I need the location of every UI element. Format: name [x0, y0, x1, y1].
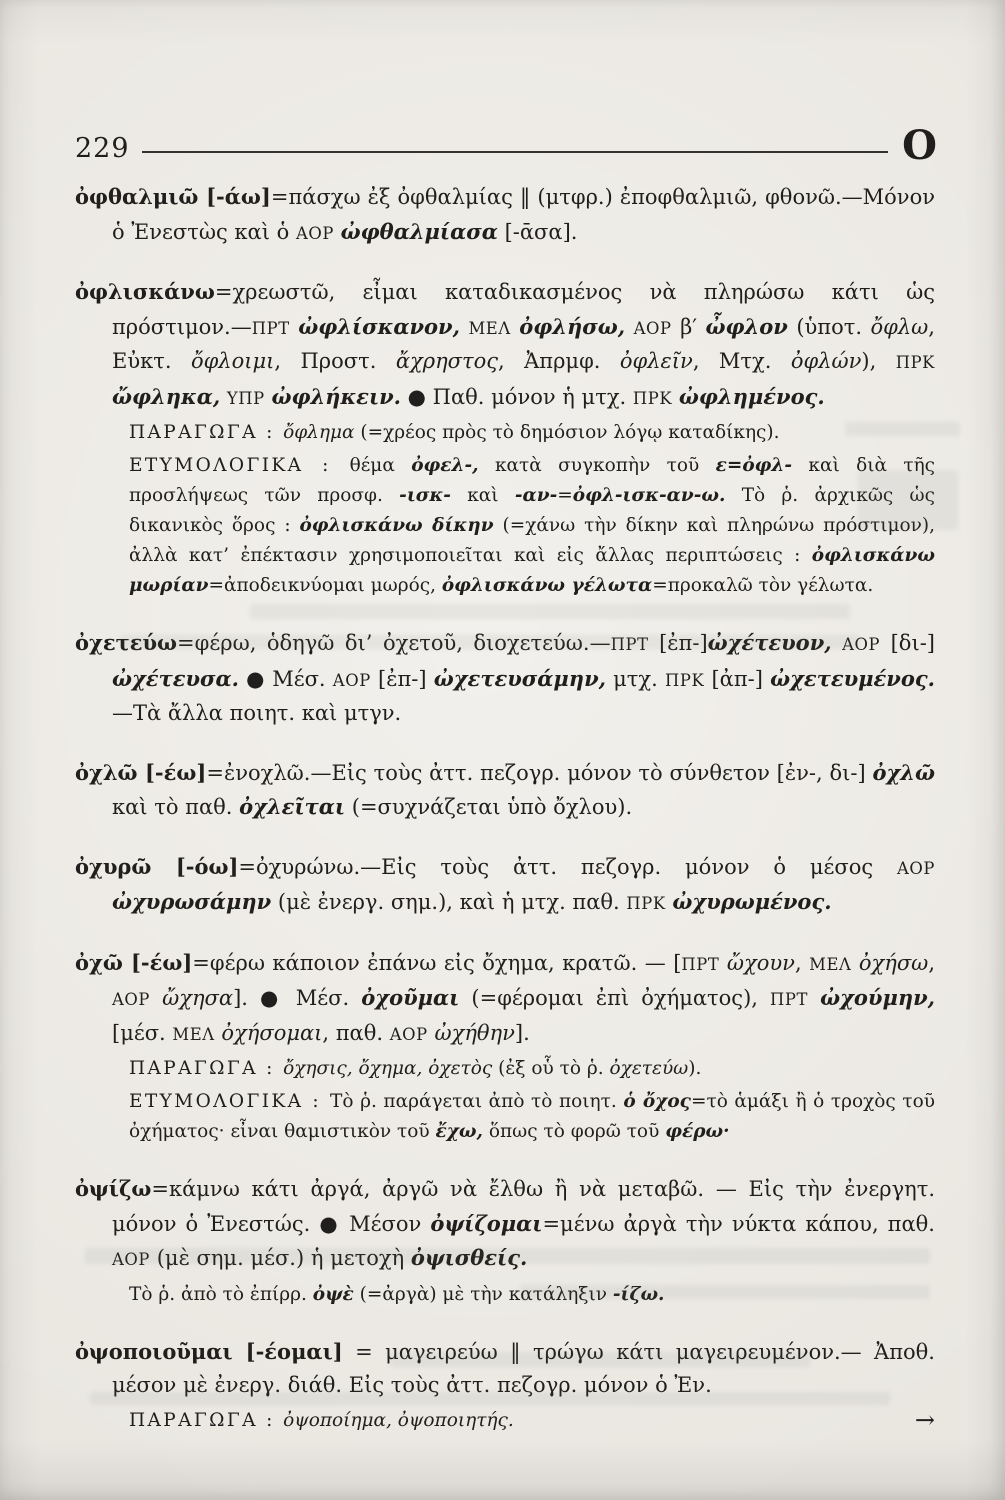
entry-note — [129, 1054, 935, 1084]
text-run: ΑΟΡ — [332, 670, 371, 690]
text-run: ὀψοποιοῦμαι — [75, 1338, 246, 1364]
text-run: [-άω] — [206, 184, 271, 209]
text-run — [832, 631, 843, 655]
text-run: ὀφλισκάνω μωρίαν — [129, 545, 935, 596]
text-run: ΕΤΥΜΟΛΟΓΙΚΑ : — [129, 455, 350, 476]
entry-text — [75, 1172, 935, 1277]
text-run: (=χρέος πρὸς τὸ δημόσιον λόγῳ καταδίκης). — [354, 422, 780, 443]
dictionary-entry — [75, 946, 935, 1148]
text-run: (=συχνάζεται ὑπὸ ὄχλου). — [345, 795, 633, 819]
text-run: ὀφλ-ισκ-αν-ω. — [572, 485, 726, 506]
text-run: -ίζω. — [612, 1283, 665, 1305]
text-run: [-έομαι] — [245, 1338, 343, 1364]
text-run: =φέρω κάποιον ἐπάνω εἰς ὄχημα, κρατῶ. — [ — [192, 950, 682, 975]
text-run: Τὸ ῥ. ἀπὸ τὸ ἐπίρρ. — [129, 1283, 313, 1305]
text-run: ὠφλήκειν. — [271, 383, 401, 409]
text-run: καὶ — [450, 485, 515, 506]
text-run: κατὰ συγκοπὴν τοῦ — [478, 455, 716, 476]
text-run: [ἀπ-] — [704, 666, 771, 691]
text-run: ὄφλημα — [283, 422, 355, 443]
text-run: ΕΤΥΜΟΛΟΓΙΚΑ : — [129, 1091, 331, 1112]
text-run: [-ᾱσα]. — [497, 219, 578, 244]
text-run: ΑΟΡ — [842, 635, 881, 654]
text-run: ὀχλῶ — [75, 759, 145, 785]
entry-note — [129, 1087, 935, 1147]
text-run: ὀφλών — [790, 349, 862, 373]
text-run: ὀψίζω — [75, 1176, 152, 1201]
text-run: ΠΡΚ — [626, 894, 666, 913]
text-run: =φέρω, ὁδηγῶ δι’ ὀχετοῦ, διοχετεύω.— — [177, 631, 611, 655]
text-run: (ὑποτ. — [787, 314, 871, 339]
dictionary-entry — [75, 626, 935, 731]
text-run: ΜΕΛ — [468, 318, 511, 338]
text-run: ὀχῶ — [75, 949, 131, 975]
text-run: , Ἀπρμφ. — [498, 349, 620, 373]
text-run: -αν- — [514, 485, 558, 506]
text-run: ΑΟΡ — [389, 1024, 428, 1044]
text-run: =ἀποδεικνύομαι μωρός, — [208, 575, 442, 596]
text-run: [-έω] — [130, 949, 193, 975]
text-run: , Εὐκτ. — [112, 314, 935, 373]
text-run: , παθ. — [322, 1020, 390, 1045]
text-run: ΠΡΚ — [895, 353, 935, 372]
text-run: , Μτχ. — [692, 349, 791, 373]
text-run: ὠχήθην — [434, 1020, 515, 1045]
text-run: = μαγειρεύω ‖ τρώγω κάτι μαγειρευμένον.— Ἀποθ. μέσον μὲ ἐνεργ. διάθ. Εἰς τοὺς ἀττ. πεζογρ. μόνον ὁ Ἐν. — [112, 1339, 935, 1397]
text-run: ὀψὲ — [312, 1283, 354, 1305]
text-run: (μὲ ἐνεργ. σημ.), καὶ ἡ μτχ. παθ. — [271, 890, 627, 914]
text-run: ὤφληκα, — [112, 383, 221, 409]
dictionary-entry — [75, 1335, 935, 1436]
text-run: ΜΕΛ — [809, 954, 852, 974]
text-run: (μὲ σημ. μέσ.) ἡ μετοχὴ — [150, 1246, 411, 1270]
text-run: ὠχετευσάμην, — [433, 665, 606, 691]
text-run: ΠΡΤ — [610, 635, 649, 654]
text-run — [150, 986, 162, 1010]
dictionary-entry — [75, 1172, 935, 1310]
text-run: ὅπως τὸ φορῶ τοῦ — [483, 1121, 666, 1142]
entry-text — [75, 946, 935, 1052]
text-run: καὶ τὸ παθ. — [112, 795, 240, 819]
text-run: ὀχλῶ — [872, 759, 935, 785]
text-run: , — [794, 950, 810, 975]
text-run: ● Παθ. μόνον ἡ μτχ. — [401, 384, 633, 409]
text-run: ]. — [514, 1020, 530, 1045]
text-run: (=χάνω τὴν δίκην καὶ πληρώνω πρόστιμον), ἀλλὰ κατ’ ἐπέκτασιν χρησιμοποιεῖται καὶ εἰς ἄλλας περιπτώσεις : — [129, 515, 935, 566]
text-run: Τὸ ῥ. παράγεται ἀπὸ τὸ ποιητ. — [330, 1091, 624, 1112]
text-run: ΠΑΡΑΓΩΓΑ : — [129, 1409, 284, 1431]
continuation-arrow: → — [914, 1405, 935, 1434]
text-run: ὀχετεύω — [75, 630, 178, 655]
text-run: —Τὰ ἄλλα ποιητ. καὶ μτγν. — [112, 701, 402, 725]
text-run: ὀφλήσω, — [519, 313, 626, 339]
text-run: ὀφλεῖν — [619, 349, 693, 373]
text-run — [290, 315, 299, 339]
text-run: ἔχω, — [435, 1121, 483, 1142]
entry-text — [75, 626, 935, 731]
text-run: ὄφλω — [870, 314, 929, 339]
text-run: θέμα — [349, 455, 412, 476]
text-run: ὀχυρῶ — [75, 853, 176, 879]
text-run — [808, 986, 820, 1010]
text-run: ὀχετεύω — [609, 1058, 689, 1079]
entry-note — [129, 418, 935, 448]
text-run: καὶ διὰ τῆς προσλήψεως τῶν προσφ. — [129, 455, 936, 506]
text-run: ὠχέτευον, — [707, 630, 832, 655]
text-run: ΑΟΡ — [112, 990, 151, 1009]
text-run: =τὸ ἁμάξι ἢ ὁ τροχὸς τοῦ ὀχήματος· εἶναι θαμιστικὸν τοῦ — [129, 1091, 936, 1142]
text-run: =μένω ἀργὰ τὴν νύκτα κάπου, παθ. — [542, 1211, 935, 1236]
entry-text — [75, 756, 935, 825]
entry-note — [129, 451, 935, 601]
text-run: ὤχησα — [162, 986, 234, 1010]
text-run: ε=ὀφλ- — [715, 455, 793, 476]
text-run: =πάσχω ἐξ ὀφθαλμίας ‖ (μτφρ.) ἐποφθαλμιῶ, φθονῶ.—Μόνον ὁ Ἐνεστὼς καὶ ὁ — [112, 185, 935, 244]
text-run: ὀχοῦμαι — [361, 985, 460, 1010]
text-run: ἄχρηστος — [395, 349, 499, 373]
text-run: ὄχησις, ὄχημα, ὀχετὸς — [283, 1058, 493, 1079]
text-run: ΥΠΡ — [226, 388, 265, 408]
text-run: ). — [688, 1058, 702, 1079]
dictionary-entry — [75, 180, 935, 250]
text-run: ΠΡΤ — [251, 318, 290, 338]
text-run: [-όω] — [175, 853, 239, 879]
text-run: =κάμνω κάτι ἀργά, ἀργῶ νὰ ἔλθω ἢ νὰ μεταβῶ. — Εἰς τὴν ἐνεργητ. μόνον ὁ Ἐνεστώς. ● Μέσον — [112, 1177, 935, 1236]
text-run: ● Μέσ. — [239, 666, 333, 691]
text-run: [δι-] — [880, 631, 935, 655]
text-run: ὠχέτευσα. — [112, 665, 239, 691]
text-run: ), — [861, 349, 896, 373]
text-run: ὀφελ-, — [411, 455, 479, 476]
text-run: ὁ ὄχος — [623, 1091, 691, 1112]
text-run: [μέσ. — [112, 1020, 173, 1045]
entry-text — [75, 850, 935, 921]
entry-note — [129, 1406, 935, 1436]
entry-note — [129, 1280, 935, 1310]
text-run — [672, 385, 679, 409]
text-run: -ισκ- — [399, 485, 451, 506]
text-run — [511, 315, 520, 339]
text-run: ὀφλισκάνω — [75, 279, 215, 304]
text-run — [719, 951, 726, 975]
text-run: = — [557, 485, 573, 506]
text-run: ΑΟΡ — [112, 1250, 151, 1269]
entry-text — [75, 180, 935, 250]
text-run: ὀψοποίημα, ὀψοποιητής. — [283, 1409, 514, 1431]
text-run: ΑΟΡ — [633, 318, 672, 338]
text-run — [220, 385, 227, 409]
dictionary-entry — [75, 756, 935, 825]
text-run: (ἐξ οὗ τὸ ῥ. — [492, 1058, 610, 1079]
dictionary-entry — [75, 275, 935, 601]
text-run: ὀφθαλμιῶ — [75, 184, 207, 209]
text-run: ὀχήσω — [858, 950, 929, 975]
text-run: ὄφλοιμι — [190, 349, 275, 373]
text-run: φέρω· — [665, 1121, 730, 1142]
text-run: ὀφλισκάνω δίκην — [299, 515, 494, 536]
text-run: ὀψίζομαι — [430, 1210, 543, 1236]
text-run: (=ἀργὰ) μὲ τὴν κατάληξιν — [353, 1283, 613, 1305]
text-run: ΑΟΡ — [295, 223, 334, 243]
text-run: , — [928, 950, 935, 975]
page-header — [75, 122, 937, 172]
text-run: ΠΡΤ — [681, 954, 720, 974]
text-run: ὀψισθείς. — [410, 1245, 528, 1270]
text-run: ὠχετευμένος. — [770, 665, 935, 691]
text-run: ΠΡΚ — [632, 388, 673, 408]
header-rule — [142, 151, 889, 153]
text-run: ὤχουν — [726, 950, 795, 975]
text-run: [-έω] — [144, 759, 207, 785]
text-run — [851, 951, 858, 975]
text-run: ὠχυρωμένος. — [672, 889, 832, 914]
text-run: ]. ● Μέσ. — [233, 986, 362, 1010]
text-run: (=φέρομαι ἐπὶ ὀχήματος), — [459, 986, 770, 1010]
section-letter: O — [902, 122, 937, 169]
text-run: Τὸ ῥ. ἀρχικῶς ὡς δικανικὸς ὅρος : — [129, 485, 936, 536]
text-run: ὠφλίσκανον, — [298, 313, 460, 339]
text-run: ΠΑΡΑΓΩΓΑ : — [129, 1058, 284, 1079]
text-run: ὠχούμην, — [820, 985, 935, 1010]
text-run: [ἐπ-] — [648, 631, 708, 655]
text-run: ὠφλημένος. — [678, 383, 825, 409]
entry-text — [75, 275, 935, 415]
text-run: , Προστ. — [274, 349, 396, 373]
text-run: ΠΡΚ — [665, 670, 705, 690]
text-run: ὀχήσομαι — [221, 1020, 323, 1045]
text-run: ὠχυρωσάμην — [112, 889, 272, 914]
text-run: ΠΑΡΑΓΩΓΑ : — [129, 422, 284, 443]
text-run: ὦφλον — [705, 313, 788, 339]
text-run: =προκαλῶ τὸν γέλωτα. — [652, 575, 874, 596]
text-run: μτχ. — [605, 666, 665, 691]
text-run: ΠΡΤ — [770, 990, 808, 1009]
text-run: ὀχλεῖται — [239, 794, 346, 819]
text-run: β′ — [671, 314, 706, 339]
text-run: ΜΕΛ — [172, 1024, 215, 1044]
text-run: ὀφλισκάνω γέλωτα — [441, 575, 653, 596]
text-run — [625, 315, 634, 339]
entry-text — [75, 1335, 935, 1403]
text-run — [334, 220, 341, 244]
text-run: ΑΟΡ — [896, 858, 935, 878]
page-number: 229 — [75, 132, 130, 164]
text-run: =χρεωστῶ, εἶμαι καταδικασμένος νὰ πληρώσω κάτι ὡς πρόστιμον.— — [112, 280, 935, 339]
dictionary-entry — [75, 850, 935, 921]
text-run: ὠφθαλμίασα — [340, 218, 498, 244]
text-run: =ἐνοχλῶ.—Εἰς τοὺς ἀττ. πεζογρ. μόνον τὸ σύνθετον [ἐν-, δι-] — [206, 760, 873, 785]
text-run: [ἐπ-] — [370, 666, 434, 691]
entries — [75, 180, 935, 1461]
text-run: =ὀχυρώνω.—Εἰς τοὺς ἀττ. πεζογρ. μόνον ὁ μέσος — [238, 854, 897, 879]
